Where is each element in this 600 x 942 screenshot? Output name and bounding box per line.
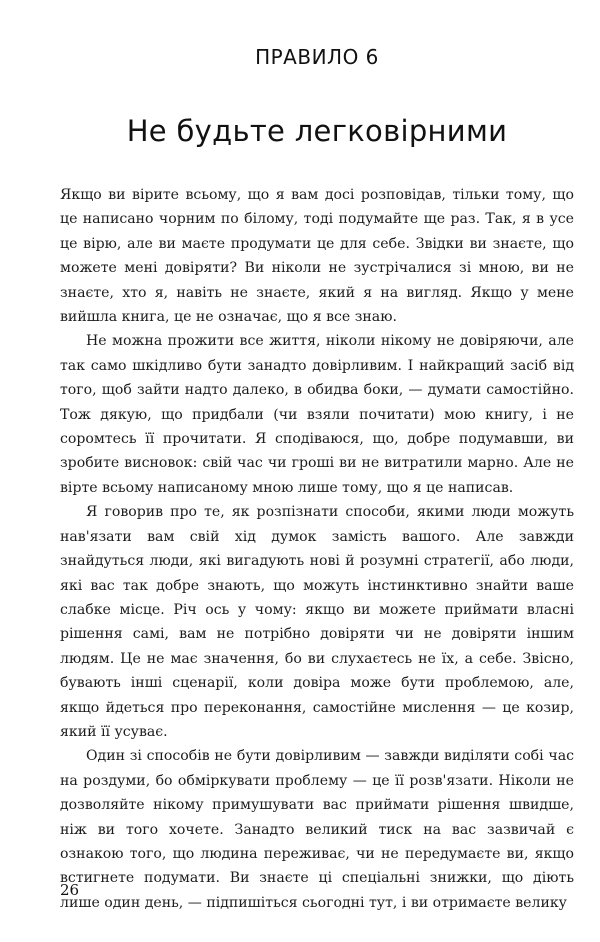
rule-label: ПРАВИЛО 6 <box>255 45 379 69</box>
book-page <box>60 0 574 942</box>
paragraph-4: Один зі способів не бути довірливим — завжди виділяти собі час на роздуми, бо обміркувати проблему — це її розв'язати. Ніколи не дозволяйте нікому примушувати вас приймати рішення швидше, ніж ви того хочете. Занадто великий тиск на вас зазвичай є ознакою того, що людина переживає, чи не передумаєте ви, якщо встигнете подумати. Ви знаєте ці спеціальні знижки, що діють лише один день, — підпишіться сьогодні тут, і ви отримаєте велику <box>60 748 574 911</box>
page-number: 26 <box>60 881 80 899</box>
paragraph-3: Я говорив про те, як розпізнати способи, якими люди можуть нав'язати вам свій хід думок замість вашого. Але завжди знайдуться люди, які вигадують нові й розумні стратегії, або люди, які вас так добре знають, що можуть інстинктивно знайти ваше слабке місце. Річ ось у чому: якщо ви можете приймати власні рішення самі, вам не потрібно довіряти чи не довіряти іншим людям. Це не має значення, бо ви слухаєтесь не їх, а себе. Звісно, бувають інші сценарії, коли довіра може бути проблемою, але, якщо йдеться про переконання, самостійне мислення — це козир, який її усуває. <box>60 504 574 740</box>
paragraph-1: Якщо ви вірите всьому, що я вам досі розповідав, тільки тому, що це написано чорним по білому, тоді подумайте ще раз. Так, я в усе це вірю, але ви маєте продумати це для себе. Звідки ви знаєте, що можете мені довіряти? Ви ніколи не зустрічалися зі мною, ви не знаєте, хто я, навіть не знаєте, який я на вигляд. Якщо у мене вийшла книга, це не означає, що я все знаю. <box>60 187 574 326</box>
body-text <box>60 183 574 915</box>
paragraph-2: Не можна прожити все життя, ніколи нікому не довіряючи, але так само шкідливо бути занадто довірливим. І найкращий засіб від того, щоб зайти надто далеко, в обидва боки, — думати самостійно. Тож дякую, що придбали (чи взяли почитати) мою книгу, і не соромтесь її прочитати. Я сподіваюся, що, добре подумавши, ви зробите висновок: свій час чи гроші ви не витратили марно. Але не вірте всьому написаному мною лише тому, що я це написав. <box>60 333 574 496</box>
chapter-title: Не будьте легковірними <box>126 114 508 148</box>
